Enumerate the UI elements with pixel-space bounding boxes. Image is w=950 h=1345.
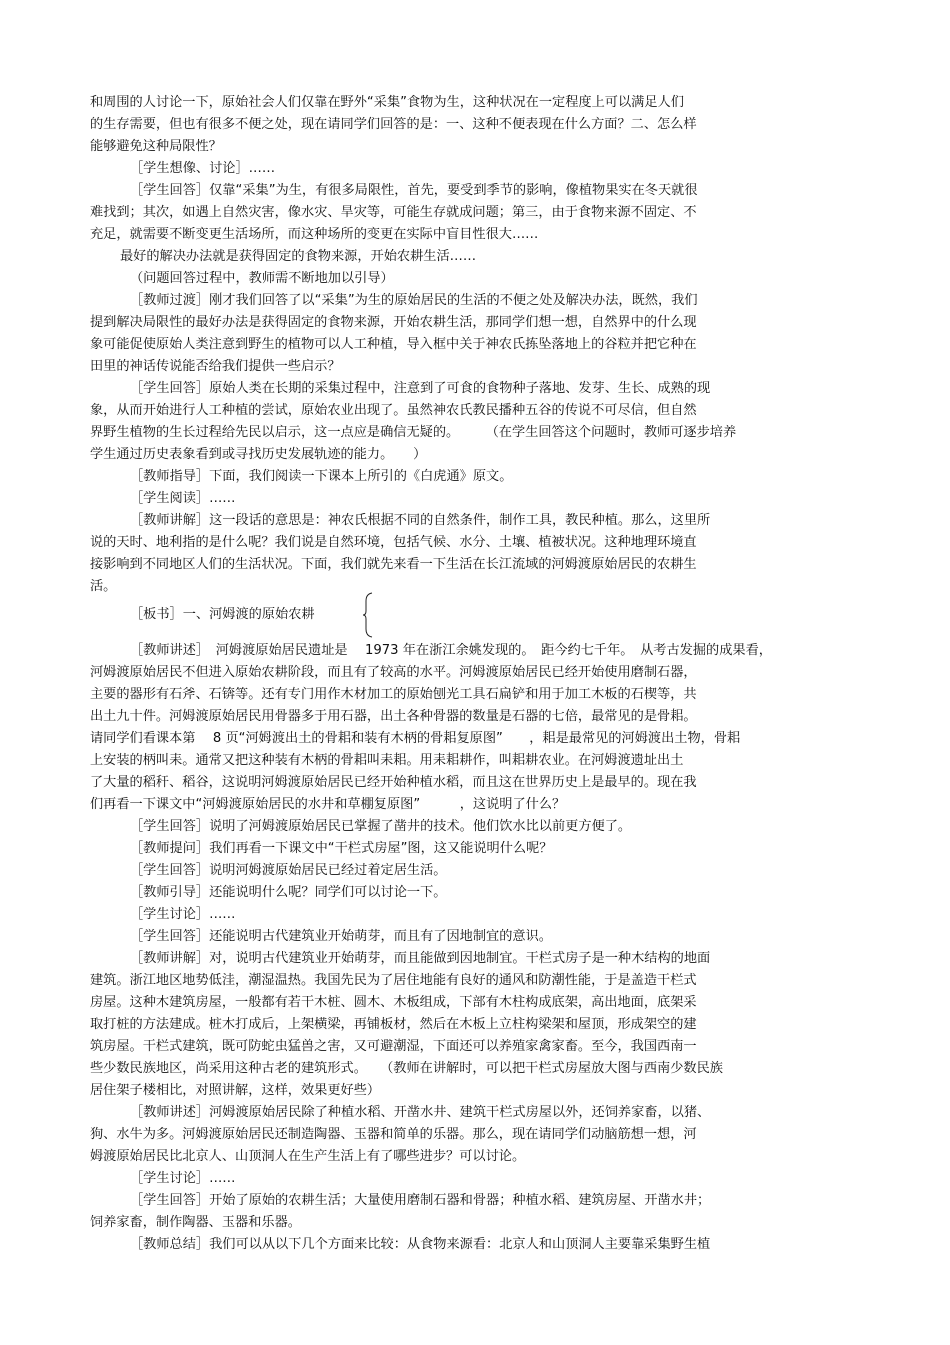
text-line: 田里的神话传说能否给我们提供一些启示？ bbox=[90, 359, 341, 374]
text-line: ［学生阅读］…… bbox=[130, 491, 236, 506]
text-line: ［学生回答］原始人类在长期的采集过程中，注意到了可食的食物种子落地、发芽、生长、成熟的现 bbox=[130, 381, 711, 396]
text-line: 狗、水牛为多。河姆渡原始居民还制造陶器、玉器和简单的乐器。那么，现在请同学们动脑筋想一想，河 bbox=[90, 1127, 697, 1142]
text-line: 姆渡原始居民比北京人、山顶洞人在生产生活上有了哪些进步？可以讨论。 bbox=[90, 1149, 526, 1164]
text-line: 河姆渡原始居民不但进入原始农耕阶段，而且有了较高的水平。河姆渡原始居民已经开始使用磨制石器， bbox=[90, 665, 697, 680]
text-line: 和周围的人讨论一下，原始社会人们仅靠在野外“采集”食物为生，这种状况在一定程度上可以满足人们 bbox=[90, 95, 684, 110]
text-line: ［教师引导］还能说明什么呢？同学们可以讨论一下。 bbox=[130, 885, 447, 900]
text-line: ［学生讨论］…… bbox=[130, 907, 236, 922]
text-line: 们再看一下课文中“河姆渡原始居民的水井和草棚复原图” ，这说明了什么？ bbox=[90, 797, 566, 812]
text-line: 最好的解决办法就是获得固定的食物来源，开始农耕生活…… bbox=[120, 249, 477, 264]
text-line: ［教师讲述］河姆渡原始居民除了种植水稻、开凿水井、建筑干栏式房屋以外，还饲养家畜，以猪、 bbox=[130, 1105, 711, 1120]
text-line: ［教师过渡］刚才我们回答了以“采集”为生的原始居民的生活的不便之处及解决办法，既然，我们 bbox=[130, 293, 698, 308]
text-line: ［教师指导］下面，我们阅读一下课本上所引的《白虎通》原文。 bbox=[130, 469, 513, 484]
blackboard-heading: ［板书］一、河姆渡的原始农耕 bbox=[130, 607, 315, 622]
text-line: ［学生回答］还能说明古代建筑业开始萌芽，而且有了因地制宜的意识。 bbox=[130, 929, 552, 944]
text-line: 充足，就需要不断变更生活场所，而这种场所的变更在实际中盲目性很大…… bbox=[90, 227, 539, 242]
text-line: 学生通过历史表象看到或寻找历史发展轨迹的能力。 ） bbox=[90, 447, 427, 462]
brace-mark bbox=[362, 592, 374, 638]
text-line: 主要的器形有石斧、石锛等。还有专门用作木材加工的原始刨光工具石扁铲和用于加工木板的石楔等，共 bbox=[90, 687, 697, 702]
text-line: 取打桩的方法建成。桩木打成后，上架横梁，再铺板材，然后在木板上立柱构梁架和屋顶，形成架空的建 bbox=[90, 1017, 697, 1032]
text-line: 的生存需要，但也有很多不便之处，现在请同学们回答的是：一、这种不便表现在什么方面？二、怎么样 bbox=[90, 117, 697, 132]
text-line: ［教师总结］我们可以从以下几个方面来比较：从食物来源看：北京人和山顶洞人主要靠采集野生植 bbox=[130, 1237, 711, 1252]
text-line: ［学生回答］仅靠“采集”为生，有很多局限性，首先，要受到季节的影响，像植物果实在冬天就很 bbox=[130, 183, 698, 198]
text-line: 象，从而开始进行人工种植的尝试，原始农业出现了。虽然神农氏教民播种五谷的传说不可尽信，但自然 bbox=[90, 403, 697, 418]
text-line: 能够避免这种局限性？ bbox=[90, 139, 222, 154]
text-line: 难找到；其次，如遇上自然灾害，像水灾、旱灾等，可能生存就成问题；第三，由于食物来源不固定、不 bbox=[90, 205, 697, 220]
text-line: 建筑。浙江地区地势低洼，潮湿温热。我国先民为了居住地能有良好的通风和防潮性能，于是盖造干栏式 bbox=[90, 973, 697, 988]
text-line: 活。 bbox=[90, 579, 117, 594]
text-line: 些少数民族地区，尚采用这种古老的建筑形式。 （教师在讲解时，可以把干栏式房屋放大图与西南少数民族 bbox=[90, 1061, 723, 1076]
text-line: ［学生讨论］…… bbox=[130, 1171, 236, 1186]
text-line: 象可能促使原始人类注意到野生的植物可以人工种植，导入框中关于神农氏拣坠落地上的谷粒并把它种在 bbox=[90, 337, 697, 352]
text-line: 饲养家畜，制作陶器、玉器和乐器。 bbox=[90, 1215, 301, 1230]
text-line: ［教师讲解］对，说明古代建筑业开始萌芽，而且能做到因地制宜。干栏式房子是一种木结构的地面 bbox=[130, 951, 711, 966]
text-line: （问题回答过程中，教师需不断地加以引导） bbox=[130, 271, 394, 286]
text-line: ［教师讲解］这一段话的意思是：神农氏根据不同的自然条件，制作工具，教民种植。那么，这里所 bbox=[130, 513, 711, 528]
text-line: ［学生想像、讨论］…… bbox=[130, 161, 276, 176]
text-line: ［教师提问］我们再看一下课文中“干栏式房屋”图，这又能说明什么呢？ bbox=[130, 841, 553, 856]
text-line: 出土九十件。河姆渡原始居民用骨器多于用石器，出土各种骨器的数量是石器的七倍，最常见的是骨耜。 bbox=[90, 709, 697, 724]
text-line: 了大量的稻秆、稻谷，这说明河姆渡原始居民已经开始种植水稻，而且这在世界历史上是最早的。现在我 bbox=[90, 775, 697, 790]
text-line: ［教师讲述］ 河姆渡原始居民遗址是 1973 年在浙江余姚发现的。 距今约七千年。 从考古发掘的成果看， bbox=[130, 643, 772, 658]
text-line: 提到解决局限性的最好办法是获得固定的食物来源，开始农耕生活，那同学们想一想，自然界中的什么现 bbox=[90, 315, 697, 330]
text-line: 说的天时、地利指的是什么呢？我们说是自然环境，包括气候、水分、土壤、植被状况。这种地理环境直 bbox=[90, 535, 697, 550]
text-line: ［学生回答］说明河姆渡原始居民已经过着定居生活。 bbox=[130, 863, 447, 878]
text-line: ［学生回答］说明了河姆渡原始居民已掌握了凿井的技术。他们饮水比以前更方便了。 bbox=[130, 819, 632, 834]
text-line: 居住架子楼相比，对照讲解，这样，效果更好些） bbox=[90, 1083, 381, 1098]
text-line: ［学生回答］开始了原始的农耕生活；大量使用磨制石器和骨器；种植水稻、建筑房屋、开凿水井； bbox=[130, 1193, 711, 1208]
text-line: 界野生植物的生长过程给先民以启示，这一点应是确信无疑的。 （在学生回答这个问题时，教师可逐步培养 bbox=[90, 425, 737, 440]
text-line: 接影响到不同地区人们的生活状况。下面，我们就先来看一下生活在长江流域的河姆渡原始居民的农耕生 bbox=[90, 557, 697, 572]
text-line: 房屋。这种木建筑房屋，一般都有若干木桩、圆木、木板组成，下部有木柱构成底架，高出地面，底架采 bbox=[90, 995, 697, 1010]
text-line: 请同学们看课本第 8 页“河姆渡出土的骨耜和装有木柄的骨耜复原图” ，耜是最常见的河姆渡出土物，骨耜 bbox=[90, 731, 741, 746]
text-line: 筑房屋。干栏式建筑，既可防蛇虫猛兽之害，又可避潮湿，下面还可以养殖家禽家畜。至今，我国西南一 bbox=[90, 1039, 697, 1054]
text-line: 上安装的柄叫耒。通常又把这种装有木柄的骨耜叫耒耜。用耒耜耕作，叫耜耕农业。在河姆渡遗址出土 bbox=[90, 753, 684, 768]
